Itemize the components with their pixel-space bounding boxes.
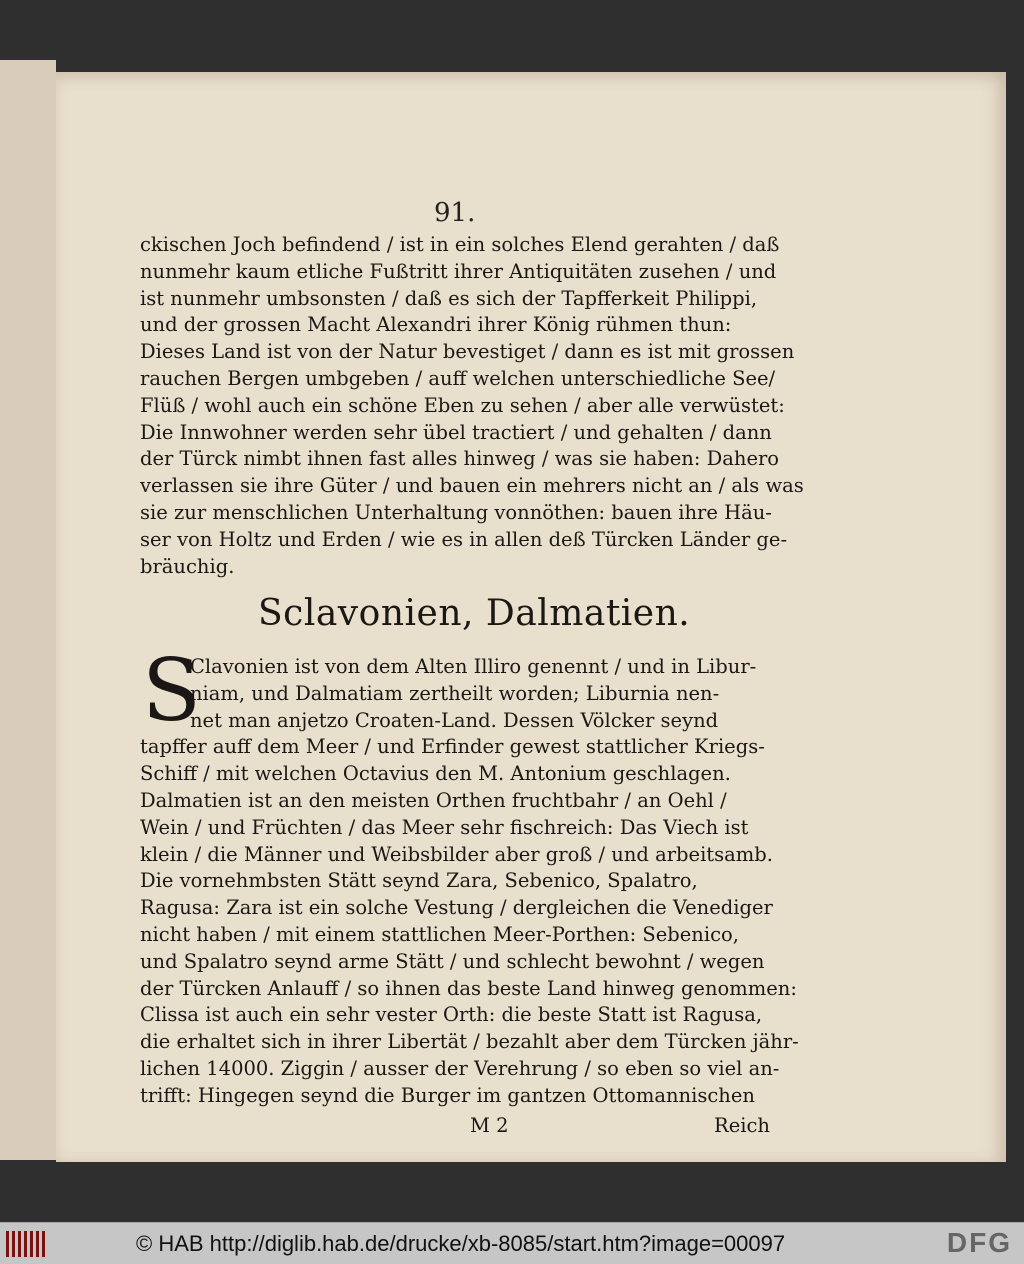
text-line: und der grossen Macht Alexandri ihrer König rühmen thun:: [140, 313, 732, 337]
text-line: Schiff / mit welchen Octavius den M. Antonium geschlagen.: [140, 762, 731, 786]
text-line: Flüß / wohl auch ein schöne Eben zu sehen / aber alle verwüstet:: [140, 393, 785, 417]
text-line: Clissa ist auch ein sehr vester Orth: die beste Statt ist Ragusa,: [140, 1003, 763, 1027]
signature-mark: M 2: [470, 1114, 509, 1137]
text-line: lichen 14000. Ziggin / ausser der Verehrung / so eben so viel an-: [140, 1056, 780, 1080]
text-line: ckischen Joch befindend / ist in ein solches Elend gerahten / daß: [140, 233, 780, 256]
text-line: nicht haben / mit einem stattlichen Meer-Porthen: Sebenico,: [140, 922, 739, 946]
source-url[interactable]: © HAB http://diglib.hab.de/drucke/xb-8085/start.htm?image=00097: [136, 1231, 786, 1256]
section-heading: Sclavonien, Dalmatien.: [258, 593, 691, 634]
text-line: bräuchig.: [140, 554, 235, 578]
text-line: Die vornehmbsten Stätt seynd Zara, Sebenico, Spalatro,: [140, 869, 698, 893]
dfg-logo[interactable]: DFG: [946, 1227, 1012, 1258]
drop-cap-initial: S: [142, 641, 201, 741]
text-line: Dieses Land ist von der Natur bevestiget / dann es ist mit grossen: [140, 340, 795, 364]
catchword: Reich: [714, 1114, 770, 1137]
text-line: trifft: Hingegen seynd die Burger im gantzen Ottomannischen: [140, 1083, 755, 1107]
viewer-footer-bar: [0, 1222, 1024, 1264]
text-line: rauchen Bergen umbgeben / auff welchen unterschiedliche See/: [140, 366, 776, 390]
previous-page-edge: [0, 60, 56, 1160]
text-line: nunmehr kaum etliche Fußtritt ihrer Antiquitäten zusehen / und: [140, 259, 777, 283]
text-line: Wein / und Früchten / das Meer sehr fischreich: Das Viech ist: [140, 815, 749, 839]
text-line: Clavonien ist von dem Alten Illiro genennt / und in Libur-: [190, 655, 757, 678]
page-number: 91.: [434, 198, 476, 228]
page-footer-catchwords: [140, 1114, 770, 1142]
book-page: [56, 72, 1006, 1162]
text-line: Dalmatien ist an den meisten Orthen fruchtbahr / an Oehl /: [140, 788, 727, 812]
text-line: der Türck nimbt ihnen fast alles hinweg / was sie haben: Dahero: [140, 447, 780, 471]
text-line: ser von Holtz und Erden / wie es in allen deß Türcken Länder ge-: [140, 527, 788, 551]
text-line: sie zur menschlichen Unterhaltung vonnöthen: bauen ihre Häu-: [140, 500, 772, 524]
text-line: Die Innwohner werden sehr übel tractiert / und gehalten / dann: [140, 420, 772, 444]
text-line: niam, und Dalmatiam zertheilt worden; Liburnia nen-: [190, 681, 720, 705]
text-line: der Türcken Anlauff / so ihnen das beste Land hinweg genommen:: [140, 976, 797, 1000]
text-line: tapffer auff dem Meer / und Erfinder gewest stattlicher Kriegs-: [140, 735, 765, 759]
hab-logo-icon[interactable]: [6, 1231, 46, 1257]
text-line: Ragusa: Zara ist ein solche Vestung / dergleichen die Venediger: [140, 896, 773, 920]
text-line: klein / die Männer und Weibsbilder aber groß / und arbeitsamb.: [140, 842, 773, 866]
paragraph-1: [140, 232, 804, 580]
text-line: ist nunmehr umbsonsten / daß es sich der Tapfferkeit Philippi,: [140, 286, 758, 310]
text-line: verlassen sie ihre Güter / und bauen ein mehrers nicht an / als was: [140, 474, 804, 498]
text-line: net man anjetzo Croaten-Land. Dessen Völcker seynd: [190, 708, 719, 732]
text-line: die erhaltet sich in ihrer Libertät / bezahlt aber dem Türcken jähr-: [140, 1030, 799, 1054]
paragraph-2: [140, 654, 799, 1110]
text-line: und Spalatro seynd arme Stätt / und schlecht bewohnt / wegen: [140, 949, 765, 973]
